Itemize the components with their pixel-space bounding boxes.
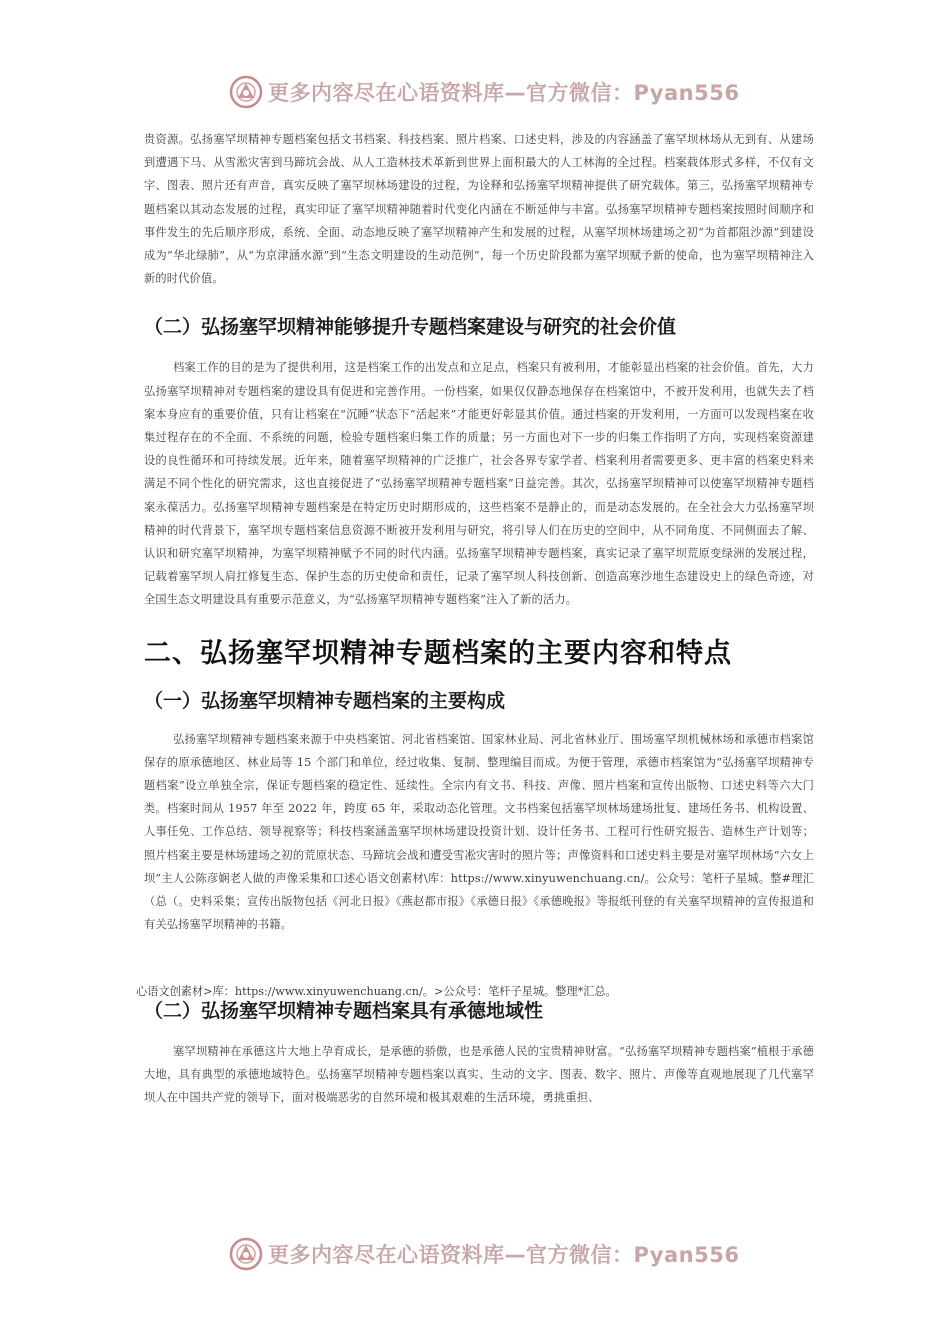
header-banner	[228, 72, 739, 112]
section-heading: （二）弘扬塞罕坝精神专题档案具有承德地域性	[144, 1000, 544, 1022]
chapter-heading: 二、弘扬塞罕坝精神专题档案的主要内容和特点	[144, 637, 732, 669]
section-heading: （一）弘扬塞罕坝精神专题档案的主要构成	[144, 689, 506, 712]
footer-banner	[228, 1234, 739, 1274]
document-body-lower	[144, 996, 814, 1110]
paragraph: 贵资源。弘扬塞罕坝精神专题档案包括文书档案、科技档案、照片档案、口述史料，涉及的内容涵盖了塞罕坝林场从无到有、从建场到遭遇下马、从雪淞灾害到马蹄坑会战、从人工造林技术革新到世界上面积最大的人工林海的全过程。档案载体形式多样，不仅有文字、图表、照片还有声音，真实反映了塞罕坝林场建设的过程，为诠释和弘扬塞罕坝精神提供了研究载体。第三，弘扬塞罕坝精神专题档案以其动态发展的过程，真实印证了塞罕坝精神随着时代变化内涵在不断延伸与丰富。弘扬塞罕坝精神专题档案按照时间顺序和事件发生的先后顺序形成，系统、全面、动态地反映了塞罕坝精神产生和发展的过程，从塞罕坝林场建场之初“为首都阻沙源”到建设成为“华北绿肺”，从“为京津涵水源”到“生态文明建设的生动范例”，每一个历史阶段都为塞罕坝赋予新的使命，也为塞罕坝精神注入新的时代价值。	[144, 133, 814, 286]
document-body	[144, 128, 814, 936]
paragraph: 档案工作的目的是为了提供利用，这是档案工作的出发点和立足点，档案只有被利用，才能彰显出档案的社会价值。首先，大力弘扬塞罕坝精神对专题档案的建设具有促进和完善作用。一份档案，如果仅仅静态地保存在档案馆中，不被开发利用，也就失去了档案本身应有的重要价值，只有让档案在“沉睡”状态下“活起来”才能更好彰显其价值。通过档案的开发利用，一方面可以发现档案在收集过程存在的不全面、不系统的问题，检验专题档案归集工作的质量；另一方面也对下一步的归集工作指明了方向，实现档案资源建设的良性循环和可持续发展。近年来，随着塞罕坝精神的广泛推广，社会各界专家学者、档案利用者需要更多、更丰富的档案史料来满足不同个性化的研究需求，这也直接促进了“弘扬塞罕坝精神专题档案”日益完善。其次，弘扬塞罕坝精神可以使塞罕坝精神专题档案永葆活力。弘扬塞罕坝精神专题档案是在特定历史时期形成的，这些档案不是静止的，而是动态发展的。在全社会大力弘扬塞罕坝精神的时代背景下，塞罕坝专题档案信息资源不断被开发利用与研究，将引导人们在历史的空间中，从不同角度、不同侧面去了解、认识和研究塞罕坝精神，为塞罕坝精神赋予不同的时代内涵。弘扬塞罕坝精神专题档案，真实记录了塞罕坝荒原变绿洲的发展过程，记载着塞罕坝人肩扛修复生态、保护生态的历史使命和责任，记录了塞罕坝人科技创新、创造高寒沙地生态建设史上的绿色奇迹，对全国生态文明建设具有重要示范意义，为“弘扬塞罕坝精神专题档案”注入了新的活力。	[144, 361, 814, 607]
seal-logo-icon	[228, 1236, 264, 1272]
watermark-line: 心语文创素材>库：https://www.xinyuwenchuang.cn/。>公众号：笔杆子星城。整理*汇总。	[136, 985, 617, 998]
section-heading: （二）弘扬塞罕坝精神能够提升专题档案建设与研究的社会价值	[144, 316, 677, 339]
banner-text: 更多内容尽在心语资料库—官方微信：Pyan556	[268, 81, 740, 105]
seal-logo-icon	[228, 74, 264, 110]
banner-text: 更多内容尽在心语资料库—官方微信：Pyan556	[268, 1243, 740, 1267]
paragraph: 塞罕坝精神在承德这片大地上孕育成长，是承德的骄傲，也是承德人民的宝贵精神财富。“弘扬塞罕坝精神专题档案”植根于承德大地，具有典型的承德地域特色。弘扬塞罕坝精神专题档案以真实、生动的文字、图表、数字、照片、声像等直观地展现了几代塞罕坝人在中国共产党的领导下，面对极端恶劣的自然环境和极其艰难的生活环境，勇挑重担、	[144, 1045, 814, 1105]
paragraph: 弘扬塞罕坝精神专题档案来源于中央档案馆、河北省档案馆、国家林业局、河北省林业厅、围场塞罕坝机械林场和承德市档案馆保存的原承德地区、林业局等 15 个部门和单位，经过收集、复制、整理编目而成。为便于管理，承德市档案馆为“弘扬塞罕坝精神专题档案”设立单独全宗，保证专题档案的稳定性、延续性。全宗内有文书、科技、声像、照片档案和宣传出版物、口述史料等六大门类。档案时间从 1957 年至 2022 年，跨度 65 年，采取动态化管理。文书档案包括塞罕坝林场建场批复、建场任务书、机构设置、人事任免、工作总结、领导视察等；科技档案涵盖塞罕坝林场建设投资计划、设计任务书、工程可行性研究报告、造林生产计划等；照片档案主要是林场建场之初的荒原状态、马蹄坑会战和遭受雪凇灾害时的照片等；声像资料和口述史料主要是对塞罕坝林场“六女上坝”主人公陈彦娴老人做的声像采集和口述心语文创素材\库：https://www.xinyuwenchuang.cn/。公众号：笔杆子星城。整#理汇（总（。史料采集；宣传出版物包括《河北日报》《燕赵都市报》《承德日报》《承德晚报》等报纸刊登的有关塞罕坝精神的宣传报道和有关弘扬塞罕坝精神的书籍。	[144, 732, 814, 932]
